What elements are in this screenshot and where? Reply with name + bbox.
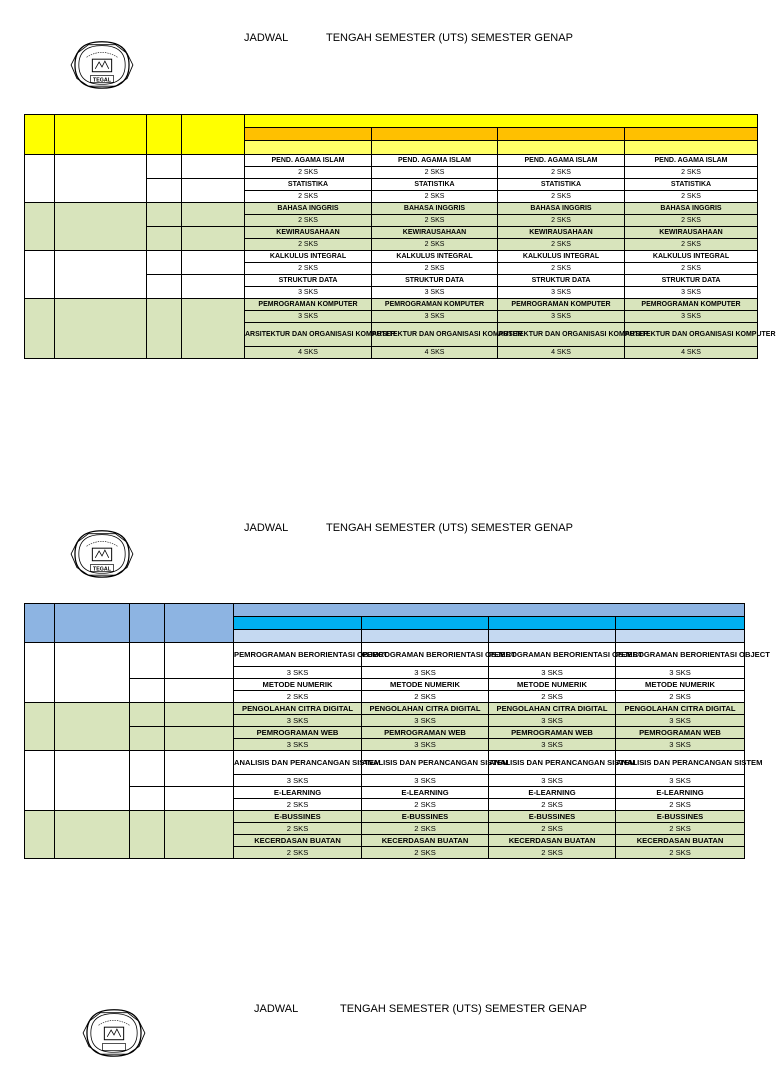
course-cell: PEND. AGAMA ISLAM — [498, 155, 625, 167]
university-seal-icon — [76, 1004, 152, 1024]
university-seal-icon — [64, 525, 140, 581]
course-cell: PEMROGRAMAN BERORIENTASI OBJECT — [616, 643, 745, 667]
course-cell: PEMROGRAMAN KOMPUTER — [498, 299, 625, 311]
course-cell: KECERDASAN BUATAN — [234, 835, 362, 847]
course-cell: STRUKTUR DATA — [245, 275, 372, 287]
course-cell: PEMROGRAMAN BERORIENTASI OBJECT — [489, 643, 616, 667]
course-cell: PEMROGRAMAN WEB — [616, 727, 745, 739]
course-cell: ARSITEKTUR DAN ORGANISASI KOMPUTER — [625, 323, 758, 347]
course-cell: PEMROGRAMAN KOMPUTER — [625, 299, 758, 311]
course-cell: E-BUSSINES — [234, 811, 362, 823]
course-cell: BAHASA INGGRIS — [625, 203, 758, 215]
course-cell: E-LEARNING — [616, 787, 745, 799]
course-cell: STRUKTUR DATA — [372, 275, 498, 287]
course-cell: STATISTIKA — [625, 179, 758, 191]
course-cell: PEND. AGAMA ISLAM — [245, 155, 372, 167]
course-cell: ANALISIS DAN PERANCANGAN SISTEM — [362, 751, 489, 775]
course-cell: PENGOLAHAN CITRA DIGITAL — [234, 703, 362, 715]
course-cell: KECERDASAN BUATAN — [616, 835, 745, 847]
course-cell: KEWIRAUSAHAAN — [498, 227, 625, 239]
course-cell: STRUKTUR DATA — [625, 275, 758, 287]
course-cell: ANALISIS DAN PERANCANGAN SISTEM — [234, 751, 362, 775]
course-cell: STATISTIKA — [245, 179, 372, 191]
course-cell: ARSITEKTUR DAN ORGANISASI KOMPUTER — [498, 323, 625, 347]
course-cell: PEMROGRAMAN KOMPUTER — [245, 299, 372, 311]
course-cell: BAHASA INGGRIS — [245, 203, 372, 215]
day-header — [245, 115, 758, 128]
course-cell: BAHASA INGGRIS — [498, 203, 625, 215]
schedule-table-2: PEMROGRAMAN BERORIENTASI OBJECT PEMROGRAMAN BERORIENTASI OBJECT PEMROGRAMAN BERORIENTASI OBJECT PEMROGRAMAN BERORIENTASI OBJECT 3 SKS 3 SKS 3 SKS 3 SKS METODE NUMERIK METODE NUMERIK METODE NUMERIK METODE NUMERIK 2 SKS 2 SKS 2 SKS 2 SKS PENGOLAHAN CITRA DIGITAL PENGOLAHAN CITRA DIGITAL PENGOLAHAN CITRA DIGITAL PENGOLAHAN CITRA DIGITAL 3 SKS 3 SKS 3 SKS 3 SKS PEMROGRAMAN WEB PEMROGRAMAN WEB PEMROGRAMAN WEB PEMROGRAMAN WEB 3 SKS 3 SKS 3 SKS 3 SKS ANALISIS DAN PERANCANGAN SISTEM ANALISIS DAN PERANCANGAN SISTEM ANALISIS DAN PERANCANGAN SISTEM ANALISIS DAN PERANCANGAN SISTEM 3 SKS 3 SKS 3 SKS 3 SKS E-LEARNING E-LEARNING E-LEARNING E-LEARNING 2 SKS 2 SKS 2 SKS 2 SKS E-BUSSINES E-BUSSINES E-BUSSINES E-BUSSINES 2 SKS 2 SKS 2 SKS 2 SKS KECERDASAN BUATAN KECERDASAN BUATAN KECERDASAN BUATAN KECERDASAN BUATAN 2 SKS 2 SKS 2 SKS 2 SKS — [24, 603, 745, 859]
course-cell: KEWIRAUSAHAAN — [372, 227, 498, 239]
course-cell: ANALISIS DAN PERANCANGAN SISTEM — [489, 751, 616, 775]
course-cell: PEMROGRAMAN WEB — [234, 727, 362, 739]
course-cell: METODE NUMERIK — [489, 679, 616, 691]
svg-text:TEGAL: TEGAL — [93, 566, 111, 573]
course-cell: KEWIRAUSAHAAN — [245, 227, 372, 239]
course-cell: PENGOLAHAN CITRA DIGITAL — [616, 703, 745, 715]
course-cell: STATISTIKA — [372, 179, 498, 191]
course-cell: PEMROGRAMAN WEB — [489, 727, 616, 739]
course-cell: PEMROGRAMAN BERORIENTASI OBJECT — [362, 643, 489, 667]
course-cell: STRUKTUR DATA — [498, 275, 625, 287]
university-seal-icon — [64, 36, 140, 92]
svg-text:TEGAL: TEGAL — [93, 77, 111, 84]
schedule-table-1: PEND. AGAMA ISLAM PEND. AGAMA ISLAM PEND. AGAMA ISLAM PEND. AGAMA ISLAM 2 SKS 2 SKS 2 SKS 2 SKS STATISTIKA STATISTIKA STATISTIKA STATISTIKA 2 SKS 2 SKS 2 SKS 2 SKS BAHASA INGGRIS BAHASA INGGRIS BAHASA INGGRIS BAHASA INGGRIS 2 SKS 2 SKS 2 SKS 2 SKS KEWIRAUSAHAAN KEWIRAUSAHAAN KEWIRAUSAHAAN KEWIRAUSAHAAN 2 SKS 2 SKS 2 SKS 2 SKS KALKULUS INTEGRAL KALKULUS INTEGRAL KALKULUS INTEGRAL KALKULUS INTEGRAL 2 SKS 2 SKS 2 SKS 2 SKS STRUKTUR DATA STRUKTUR DATA STRUKTUR DATA STRUKTUR DATA 3 SKS 3 SKS 3 SKS 3 SKS PEMROGRAMAN KOMPUTER PEMROGRAMAN KOMPUTER PEMROGRAMAN KOMPUTER PEMROGRAMAN KOMPUTER 3 SKS 3 SKS 3 SKS 3 SKS ARSITEKTUR DAN ORGANISASI KOMPUTER ARSITEKTUR DAN ORGANISASI KOMPUTER ARSITEKTUR DAN ORGANISASI KOMPUTER ARSITEKTUR DAN ORGANISASI KOMPUTER 4 SKS 4 SKS 4 SKS 4 SKS — [24, 114, 758, 359]
course-cell: E-LEARNING — [489, 787, 616, 799]
course-cell: E-BUSSINES — [616, 811, 745, 823]
course-cell: BAHASA INGGRIS — [372, 203, 498, 215]
sks-cell: 2 SKS — [498, 167, 625, 179]
day-header — [234, 604, 745, 617]
course-cell: KALKULUS INTEGRAL — [372, 251, 498, 263]
course-cell: KECERDASAN BUATAN — [489, 835, 616, 847]
course-cell: PEMROGRAMAN BERORIENTASI OBJECT — [234, 643, 362, 667]
course-cell: PEND. AGAMA ISLAM — [625, 155, 758, 167]
course-cell: E-BUSSINES — [362, 811, 489, 823]
course-cell: KEWIRAUSAHAAN — [625, 227, 758, 239]
course-cell: ANALISIS DAN PERANCANGAN SISTEM — [616, 751, 745, 775]
course-cell: PENGOLAHAN CITRA DIGITAL — [489, 703, 616, 715]
course-cell: E-LEARNING — [362, 787, 489, 799]
course-cell: STATISTIKA — [498, 179, 625, 191]
course-cell: KECERDASAN BUATAN — [362, 835, 489, 847]
course-cell: PEMROGRAMAN KOMPUTER — [372, 299, 498, 311]
course-cell: METODE NUMERIK — [616, 679, 745, 691]
course-cell: ARSITEKTUR DAN ORGANISASI KOMPUTER — [245, 323, 372, 347]
sks-cell: 2 SKS — [372, 167, 498, 179]
course-cell: PENGOLAHAN CITRA DIGITAL — [362, 703, 489, 715]
course-cell: KALKULUS INTEGRAL — [625, 251, 758, 263]
course-cell: PEND. AGAMA ISLAM — [372, 155, 498, 167]
course-cell: E-LEARNING — [234, 787, 362, 799]
course-cell: ARSITEKTUR DAN ORGANISASI KOMPUTER — [372, 323, 498, 347]
course-cell: KALKULUS INTEGRAL — [245, 251, 372, 263]
course-cell: PEMROGRAMAN WEB — [362, 727, 489, 739]
course-cell: METODE NUMERIK — [234, 679, 362, 691]
course-cell: E-BUSSINES — [489, 811, 616, 823]
course-cell: METODE NUMERIK — [362, 679, 489, 691]
course-cell: KALKULUS INTEGRAL — [498, 251, 625, 263]
sks-cell: 2 SKS — [625, 167, 758, 179]
sks-cell: 2 SKS — [245, 167, 372, 179]
